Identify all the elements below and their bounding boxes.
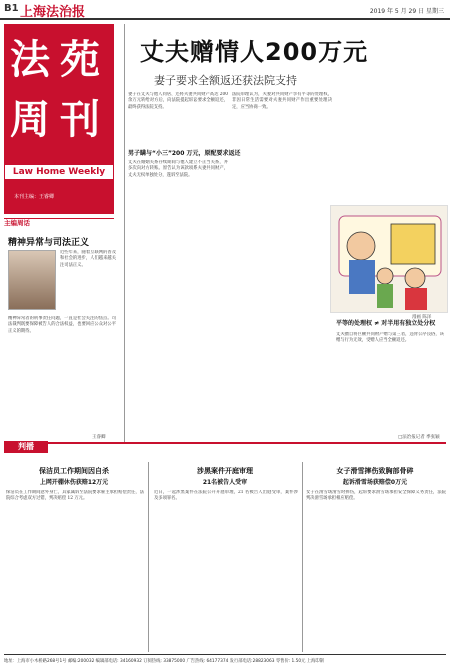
news-strip-label: 判播 (4, 441, 48, 453)
bottom-story-1-sub: 上网开棚休伤获赔12万元 (39, 479, 109, 486)
column-author-photo (8, 250, 56, 310)
column-label: 主编周话 (4, 219, 30, 227)
bottom-story-2-title: 涉黑案件开庭审理 (197, 467, 253, 475)
bottom-story-3-title: 女子滑雪摔伤致胸部骨碎 (336, 467, 414, 475)
lead-subheadline: 妻子要求全额返还获法院支持 (154, 74, 297, 87)
bottom-story-2-sub: 21名被告人受审 (202, 479, 248, 486)
lead-body-col2: 丈夫在婚姻关系存续期间与他人建立不正当关系，并多次向对方转账。原告认为该款项系夫妻共同财产，丈夫无权单独处分，遂诉至法院。 (128, 160, 228, 178)
section-char-3: 周 (10, 97, 50, 143)
issue-date: 2019 年 5 月 29 日 星期三 (369, 8, 444, 15)
lead-credit: □法治报记者 季张颖 (398, 435, 440, 440)
masthead (0, 0, 450, 20)
section-char-4: 刊 (60, 97, 100, 143)
cartoon-illustration (330, 205, 448, 313)
bottom-story-1-body: 保洁员在工作期间意外身亡，其家属诉至法院要求雇主承担赔偿责任，法院综合考虑双方过错，判决赔偿 12 万元。 (6, 490, 144, 502)
section-char-2: 苑 (60, 37, 100, 83)
bottom-story-3-body: 女子在滑雪场滑雪时摔伤，起诉要求滑雪场承担安全保障义务责任，法院判决滑雪场承担相应赔偿。 (306, 490, 446, 502)
bottom-story-3-sub: 起诉滑雪场获赔偿0万元 (342, 479, 408, 486)
column-title: 精神异常与司法正义 (8, 238, 90, 248)
lead-headline: 丈夫赠情人200万元 (140, 38, 369, 66)
section-char-1: 法 (10, 37, 50, 83)
column-body-top: 近些年来，随着互联网的普及和社会的进步，人们越来越关注司法正义。 (60, 250, 116, 268)
lead-section1-heading: 男子瞒与“小三”200 万元，原配要求返还 (128, 150, 241, 157)
bottom-story-1-title: 保洁员工作期间因自杀 (39, 467, 109, 475)
page-footer: 地址：上海市小木桥路268号1号 邮编:200032 编辑部电话: 34160932 订阅热线: 33875000 广告热线: 64177374 发行部电话:28823063 零售价: 1.50元 上海印制 (4, 654, 446, 666)
lead-body-col3: 法院审理认为，夫妻对共同财产享有平等的处理权，非因日常生活需要对夫妻共同财产作出重要处理决定，应当协商一致。 (232, 92, 332, 110)
column-author: 王睿卿 (92, 435, 106, 440)
lead-body-col1: 妻子在丈夫与他人同居、还将夫妻共同财产高达 200 余万元转给对方后，向法院提起诉讼要求全额返还，最终获得法院支持。 (128, 92, 228, 110)
edition-number: B1 (4, 3, 19, 14)
bottom-story-2-body: 近日，一起涉黑案件在法院公开开庭审理，21 名被告人出庭受审，案件涉及多项罪名。 (154, 490, 298, 502)
section-editor: 本刊主编：王睿卿 (14, 194, 55, 200)
column-body-bottom: 精神异常者的刑事责任问题，一直是社会关注的焦点。司法裁判既要保障被告人的合法权益，也要回应公众对公平正义的期待。 (8, 316, 116, 334)
lead-section2-heading: 平等的处理权 ≠ 对半用有独立处分权 (336, 320, 436, 327)
cartoon-drawing (331, 206, 449, 314)
paper-logo: 上海法治报 (20, 5, 86, 20)
cartoon-caption: 漫画 陈泽 (412, 315, 432, 320)
section-english-title: Law Home Weekly (4, 164, 114, 180)
news-strip (4, 442, 446, 456)
lead-body-col4: 丈夫擅自将巨额共同财产赠与第三者，违背公序良俗，该赠与行为无效，受赠人应当全额返还。 (336, 332, 444, 344)
